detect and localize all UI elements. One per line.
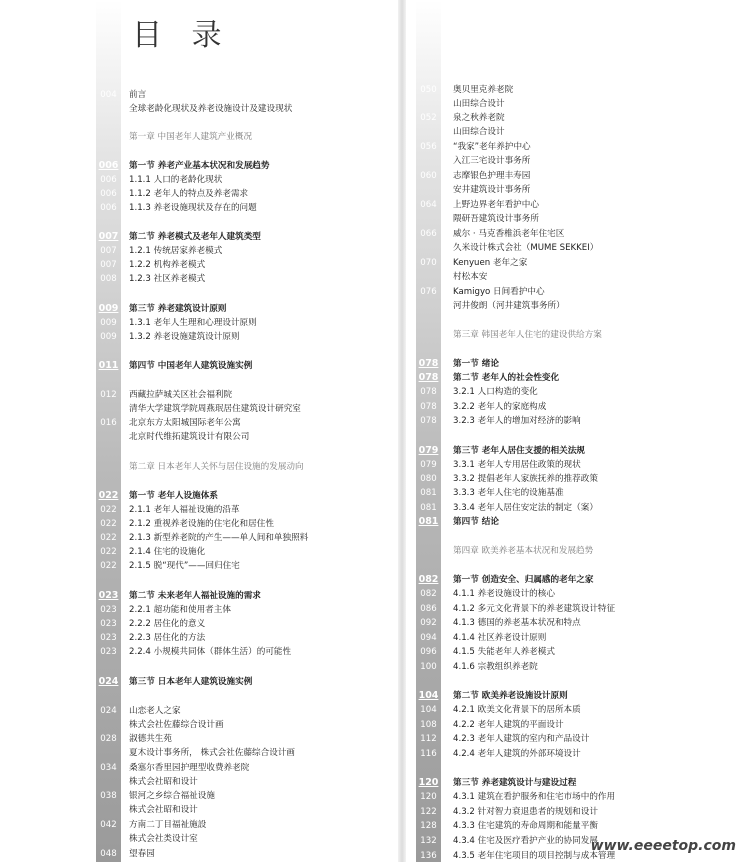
toc-entry-text: 4.3.4 住宅及医疗看护产业的协同发展 [453, 836, 598, 846]
toc-page-number: 009 [100, 332, 117, 342]
toc-entry [416, 357, 746, 371]
toc-entry [416, 631, 746, 645]
toc-page-number: 023 [98, 590, 119, 601]
toc-page-number: 024 [100, 706, 117, 716]
toc-entry-text: Kenyuen 老年之家 [453, 258, 528, 268]
toc-page-number: 007 [100, 246, 117, 256]
toc-page-number: 022 [98, 490, 119, 501]
toc-entry [0, 230, 360, 244]
toc-entry-text: 4.1.3 德国的养老基本状况和特点 [453, 618, 581, 628]
toc-entry [416, 660, 746, 674]
toc-page-number: 112 [420, 734, 437, 744]
toc-entry [416, 256, 746, 270]
toc-page-number: 028 [100, 734, 117, 744]
toc-entry-text: 4.3.2 针对智力衰退患者的规划和设计 [453, 807, 598, 817]
toc-entry-text: 河井俊朗（河井建筑事务所） [453, 301, 565, 311]
toc-entry [416, 747, 746, 761]
toc-entry [0, 460, 360, 474]
toc-page-number: 060 [420, 171, 437, 181]
toc-page-number: 022 [100, 505, 117, 515]
toc-entry-text: 4.2.4 老年人建筑的外部环境设计 [453, 749, 581, 759]
toc-entry-text: 西藏拉萨城关区社会福利院 [129, 390, 233, 400]
toc-entry [0, 187, 360, 201]
toc-entry-text: 1.2.1 传统居家养老模式 [129, 246, 223, 256]
toc-entry-text: 4.3.3 住宅建筑的寿命周期和能量平衡 [453, 821, 598, 831]
toc-page-number: 064 [420, 200, 437, 210]
toc-entry [416, 140, 746, 154]
toc-entry [0, 818, 360, 832]
toc-entry-text: 2.2.1 超功能和使用者主体 [129, 605, 231, 615]
toc-page-number: 006 [98, 160, 119, 171]
toc-entry-text: 4.3.5 老年住宅项目的项目控制与成本管理 [453, 851, 616, 861]
toc-entry [416, 414, 746, 428]
toc-entry [416, 371, 746, 385]
toc-entry-text: 山田综合设计 [453, 99, 505, 109]
toc-page-number: 076 [420, 287, 437, 297]
toc-entry-text: 1.3.2 养老设施建筑设计原则 [129, 332, 240, 342]
toc-page-number: 024 [98, 676, 119, 687]
toc-entry-text: 1.2.3 社区养老模式 [129, 274, 206, 284]
toc-entry-text: 安井建筑设计事务所 [453, 185, 531, 195]
toc-entry [416, 198, 746, 212]
toc-page-number: 023 [100, 633, 117, 643]
toc-page-number: 128 [420, 821, 437, 831]
toc-entry-text: “我家”老年养护中心 [453, 142, 531, 152]
toc-section-title: 第四节 中国老年人建筑设施实例 [129, 361, 253, 371]
toc-entry [0, 832, 360, 846]
toc-entry [0, 330, 360, 344]
toc-entry-text: 3.2.1 人口构造的变化 [453, 387, 538, 397]
toc-entry [416, 776, 746, 790]
toc-page-number: 082 [418, 574, 439, 585]
toc-entry-text: 4.1.4 社区养老设计原则 [453, 633, 547, 643]
toc-entry-text: 2.1.2 重视养老设施的住宅化和居住性 [129, 519, 274, 529]
toc-section-title: 第一节 老年人设施体系 [129, 491, 218, 501]
toc-page-number: 122 [420, 807, 437, 817]
toc-entry [416, 515, 746, 529]
toc-entry [416, 299, 746, 313]
toc-entry [416, 587, 746, 601]
toc-entry-text: 隈研吾建筑设计事务所 [453, 214, 539, 224]
toc-entry [416, 285, 746, 299]
toc-entry-text: 1.1.2 老年人的特点及养老需求 [129, 189, 249, 199]
toc-page-number: 009 [98, 303, 119, 314]
toc-entry [416, 241, 746, 255]
toc-entry [0, 388, 360, 402]
watermark-text: www.eeeetop.com [590, 838, 736, 854]
toc-entry [416, 154, 746, 168]
toc-page-number: 116 [420, 749, 437, 759]
toc-entry [416, 111, 746, 125]
toc-entry [0, 272, 360, 286]
toc-left-column [0, 0, 330, 862]
toc-entry [0, 416, 360, 430]
toc-entry-text: 3.3.1 老年人专用居住政策的现状 [453, 460, 581, 470]
toc-entry-text: 山恋老人之家 [129, 706, 181, 716]
toc-page-number: 011 [98, 360, 119, 371]
toc-page-number: 104 [418, 690, 439, 701]
toc-entry-text: 桑塞尔香里园护理型收费养老院 [129, 763, 250, 773]
toc-entry-text: 株式会社昭和设计 [129, 805, 198, 815]
toc-entry-text: 夏木设计事务所， 株式会社佐藤综合设计画 [129, 748, 296, 758]
toc-entry [0, 775, 360, 789]
toc-entry [416, 472, 746, 486]
toc-page-number: 008 [100, 274, 117, 284]
toc-entry [0, 244, 360, 258]
toc-entry [0, 430, 360, 444]
toc-entry-text: 北京东方太阳城国际老年公寓 [129, 418, 241, 428]
toc-entry-text: 4.3.1 建筑在看护服务和住宅市场中的作用 [453, 792, 616, 802]
toc-entry-text: 前言 [129, 90, 147, 100]
toc-entry-text: 银河之乡综合福祉设施 [129, 791, 215, 801]
toc-entry-text: 4.2.2 老年人建筑的平面设计 [453, 720, 564, 730]
toc-entry [416, 616, 746, 630]
toc-entry [416, 689, 746, 703]
toc-page-number: 022 [100, 547, 117, 557]
toc-entry [0, 402, 360, 416]
toc-page-number: 023 [100, 605, 117, 615]
toc-entry-text: 泉之秋养老院 [453, 113, 505, 123]
toc-entry-text: 入江三宅设计事务所 [453, 156, 531, 166]
toc-entry-text: 株式会社佐藤综合设计画 [129, 720, 224, 730]
toc-entry-text: 3.3.2 提倡老年人家族抚养的推荐政策 [453, 474, 598, 484]
toc-page-number: 009 [100, 318, 117, 328]
toc-entry [0, 675, 360, 689]
toc-page-number: 104 [420, 705, 437, 715]
toc-entry [0, 631, 360, 645]
toc-entry [0, 302, 360, 316]
toc-entry [416, 732, 746, 746]
toc-entry [416, 444, 746, 458]
toc-page-number: 078 [420, 402, 437, 412]
toc-page-number: 066 [420, 229, 437, 239]
toc-entry-text: 山田综合设计 [453, 127, 505, 137]
toc-entry [416, 718, 746, 732]
page-gutter [398, 0, 406, 862]
toc-entry [0, 88, 360, 102]
toc-section-title: 第一节 绪论 [453, 359, 499, 369]
toc-chapter-title: 第四章 欧美养老基本状况和发展趋势 [453, 546, 594, 556]
toc-section-title: 第三节 老年人居住支援的相关法规 [453, 446, 585, 456]
toc-page-number: 120 [420, 792, 437, 802]
toc-section-title: 第二节 老年人的社会性变化 [453, 373, 560, 383]
toc-page-number: 056 [420, 142, 437, 152]
toc-entry-text: 村松本安 [453, 272, 488, 282]
toc-entry [416, 328, 746, 342]
toc-entry [0, 645, 360, 659]
toc-entry [0, 201, 360, 215]
toc-entry [0, 130, 360, 144]
toc-entry-text: 株式会社昭和设计 [129, 777, 198, 787]
toc-section-title: 第三节 养老建筑设计与建设过程 [453, 778, 577, 788]
toc-entry-text: 上野边界老年看护中心 [453, 200, 539, 210]
toc-entry [416, 602, 746, 616]
toc-right-column [416, 0, 746, 862]
toc-entry [416, 227, 746, 241]
toc-entry-text: 1.1.3 养老设施现状及存在的问题 [129, 203, 257, 213]
toc-entry-text: 株式会社类设计室 [129, 834, 198, 844]
toc-page-number: 100 [420, 662, 437, 672]
toc-entry [0, 789, 360, 803]
toc-page-number: 012 [100, 390, 117, 400]
toc-entry [0, 503, 360, 517]
toc-page-number: 038 [100, 791, 117, 801]
toc-entry [416, 212, 746, 226]
toc-entry [416, 125, 746, 139]
toc-page-number: 034 [100, 763, 117, 773]
toc-entry [416, 169, 746, 183]
toc-entry [416, 645, 746, 659]
toc-page-number: 007 [100, 260, 117, 270]
toc-entry-text: 全球老龄化现状及养老设施设计及建设现状 [129, 104, 293, 114]
toc-entry-text: 2.1.3 新型养老院的产生——单人间和单独照料 [129, 533, 309, 543]
toc-entry-text: 淑德共生苑 [129, 734, 172, 744]
toc-entry-text: 2.2.3 居住化的方法 [129, 633, 206, 643]
toc-entry [416, 501, 746, 515]
toc-page-number: 081 [420, 488, 437, 498]
toc-entry-text: 2.1.5 脱“现代”——回归住宅 [129, 561, 240, 571]
toc-section-title: 第三节 养老建筑设计原则 [129, 304, 227, 314]
toc-page-number: 022 [100, 561, 117, 571]
toc-page-number: 079 [420, 460, 437, 470]
toc-entry [0, 159, 360, 173]
toc-section-title: 第一节 养老产业基本状况和发展趋势 [129, 161, 270, 171]
toc-entry-text: 2.1.1 老年人福祉设施的沿革 [129, 505, 240, 515]
toc-entry [416, 790, 746, 804]
toc-entry [0, 847, 360, 861]
toc-entry [416, 486, 746, 500]
toc-section-title: 第二节 欧美养老设施设计原则 [453, 691, 568, 701]
toc-entry-text: 1.1.1 人口的老龄化现状 [129, 175, 223, 185]
toc-entry-text: 3.2.3 老年人的增加对经济的影响 [453, 416, 581, 426]
toc-page-number: 078 [420, 387, 437, 397]
toc-page-number: 086 [420, 604, 437, 614]
toc-page-number: 082 [420, 589, 437, 599]
toc-section-title: 第二节 养老模式及老年人建筑类型 [129, 232, 261, 242]
toc-entry [416, 458, 746, 472]
toc-page-number: 081 [420, 503, 437, 513]
toc-page-number: 079 [418, 445, 439, 456]
toc-page-number: 023 [100, 619, 117, 629]
toc-entry [0, 489, 360, 503]
toc-page-number: 050 [420, 85, 437, 95]
toc-page-number: 023 [100, 647, 117, 657]
toc-page-number: 108 [420, 720, 437, 730]
toc-entry [0, 559, 360, 573]
toc-entry [416, 97, 746, 111]
toc-page-number: 006 [100, 175, 117, 185]
toc-entry-text: 4.2.1 欧美文化背景下的居所本质 [453, 705, 581, 715]
toc-page-number: 094 [420, 633, 437, 643]
toc-page-number: 078 [418, 358, 439, 369]
toc-entry-text: 4.1.2 多元文化背景下的养老建筑设计特征 [453, 604, 616, 614]
toc-entry-text: 4.1.5 失能老年人养老模式 [453, 647, 555, 657]
toc-entry-text: 方南二丁目福祉施設 [129, 820, 207, 830]
toc-entry [0, 617, 360, 631]
toc-page-number: 022 [100, 519, 117, 529]
toc-page-number: 006 [100, 203, 117, 213]
toc-entry-text: 久米设计株式会社（MUME SEKKEI） [453, 243, 599, 253]
toc-entry-text: 1.3.1 老年人生理和心理设计原则 [129, 318, 257, 328]
toc-page-number: 007 [98, 231, 119, 242]
toc-page-number: 042 [100, 820, 117, 830]
toc-section-title: 第一节 创造安全、归属感的老年之家 [453, 575, 594, 585]
toc-page-number: 136 [420, 851, 437, 861]
toc-page-number: 070 [420, 258, 437, 268]
toc-entry [0, 316, 360, 330]
toc-entry [416, 544, 746, 558]
toc-entry-text: 3.3.4 老年人居住安定法的制定（案） [453, 503, 598, 513]
toc-entry [0, 704, 360, 718]
toc-entry-text: 2.2.2 居住化的意义 [129, 619, 206, 629]
toc-entry [416, 703, 746, 717]
toc-entry [0, 718, 360, 732]
toc-chapter-title: 第三章 韩国老年人住宅的建设供给方案 [453, 330, 602, 340]
toc-title: 目 录 [132, 18, 232, 53]
toc-entry-text: 2.1.4 住宅的设施化 [129, 547, 206, 557]
toc-entry [416, 400, 746, 414]
toc-entry-text: 4.2.3 老年人建筑的室内和产品设计 [453, 734, 590, 744]
toc-entry-text: 2.2.4 小规模共同体（群体生活）的可能性 [129, 647, 292, 657]
toc-page-number: 004 [100, 90, 117, 100]
toc-entry-text: 3.3.3 老年人住宅的设施基准 [453, 488, 564, 498]
toc-page-number: 022 [100, 533, 117, 543]
toc-entry [416, 819, 746, 833]
toc-entry [0, 589, 360, 603]
toc-entry [0, 359, 360, 373]
toc-entry-text: 威尔 · 马克香椎浜老年住宅区 [453, 229, 565, 239]
toc-entry [0, 603, 360, 617]
toc-page-number: 081 [418, 516, 439, 527]
toc-section-title: 第二节 未来老年人福祉设施的需求 [129, 591, 261, 601]
toc-section-title: 第三节 日本老年人建筑设施实例 [129, 677, 253, 687]
toc-page-number: 016 [100, 418, 117, 428]
toc-entry [0, 531, 360, 545]
toc-entry-text: 清华大学建筑学院周燕珉居住建筑设计研究室 [129, 404, 301, 414]
toc-entry [0, 102, 360, 116]
toc-section-title: 第四节 结论 [453, 517, 499, 527]
toc-entry-text: Kamigyo 日间看护中心 [453, 287, 545, 297]
toc-entry [416, 573, 746, 587]
toc-page-number: 006 [100, 189, 117, 199]
toc-entry [0, 803, 360, 817]
toc-page-number: 052 [420, 113, 437, 123]
toc-page-number: 092 [420, 618, 437, 628]
toc-entry [0, 517, 360, 531]
toc-entry [0, 746, 360, 760]
toc-page-number: 078 [420, 416, 437, 426]
toc-chapter-title: 第一章 中国老年人建筑产业概况 [129, 132, 253, 142]
toc-entry-text: 4.1.6 宗教组织养老院 [453, 662, 538, 672]
toc-entry [416, 270, 746, 284]
toc-entry [0, 732, 360, 746]
toc-entry [416, 83, 746, 97]
toc-chapter-title: 第二章 日本老年人关怀与居住设施的发展动向 [129, 462, 304, 472]
toc-page-number: 078 [418, 372, 439, 383]
toc-entry [0, 173, 360, 187]
toc-page-number: 120 [418, 777, 439, 788]
toc-entry-text: 4.1.1 养老设施设计的核心 [453, 589, 555, 599]
toc-entry [416, 183, 746, 197]
toc-entry-text: 望春园 [129, 849, 155, 859]
toc-page-number: 048 [100, 849, 117, 859]
toc-entry-text: 志摩银色护理丰寿园 [453, 171, 531, 181]
toc-page-number: 096 [420, 647, 437, 657]
toc-entry-text: 3.2.2 老年人的家庭构成 [453, 402, 547, 412]
toc-entry [0, 258, 360, 272]
toc-entry-text: 奥贝里克养老院 [453, 85, 514, 95]
toc-page-number: 080 [420, 474, 437, 484]
toc-entry-text: 北京时代维拓建筑设计有限公司 [129, 432, 250, 442]
toc-entry [0, 545, 360, 559]
toc-page-number: 132 [420, 836, 437, 846]
toc-entry [0, 761, 360, 775]
toc-entry-text: 1.2.2 机构养老模式 [129, 260, 206, 270]
toc-entry [416, 805, 746, 819]
toc-entry [416, 385, 746, 399]
